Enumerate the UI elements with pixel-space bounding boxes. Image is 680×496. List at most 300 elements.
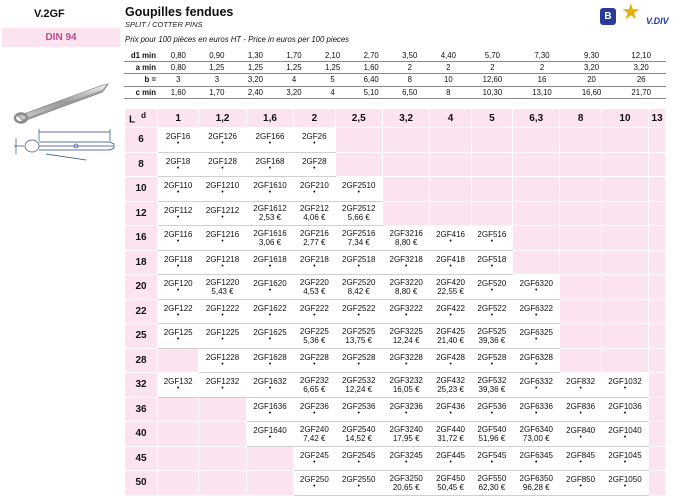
availability-dot: • [268, 434, 272, 442]
product-code: 2GF2528 [342, 352, 376, 362]
product-code: 2GF1216 [205, 230, 240, 240]
product-cell[interactable] [294, 152, 335, 177]
table-row [125, 177, 666, 202]
product-cell[interactable] [430, 471, 471, 496]
availability-dot: • [313, 483, 316, 491]
product-cell[interactable] [158, 275, 199, 300]
product-code: 2GF110 [163, 181, 193, 191]
table-row [125, 324, 666, 349]
product-cell[interactable] [335, 250, 382, 275]
diameter-column-header: 10 [601, 109, 648, 128]
product-code: 2GF6350 [519, 473, 553, 483]
product-cell[interactable] [513, 275, 560, 300]
product-cell[interactable] [382, 275, 429, 300]
product-cell[interactable] [199, 250, 246, 275]
product-code: 2GF1210 [205, 181, 240, 191]
product-code: 2GF112 [163, 205, 193, 215]
product-code: 2GF6340 [519, 424, 553, 434]
product-cell[interactable] [335, 177, 382, 202]
product-cell[interactable] [430, 348, 471, 373]
product-cell[interactable] [294, 275, 335, 300]
availability-dot: • [535, 360, 538, 368]
product-code: 2GF16 [165, 132, 191, 142]
empty-cell [158, 446, 199, 471]
product-code: 2GF126 [208, 132, 237, 142]
product-cell[interactable] [382, 324, 429, 349]
product-code: 2GF1220 [205, 277, 240, 287]
product-cell[interactable] [513, 471, 560, 496]
availability-dot: • [176, 238, 180, 246]
empty-cell [601, 152, 648, 177]
product-price: 39,36 € [478, 384, 506, 394]
product-cell[interactable] [199, 299, 246, 324]
product-cell[interactable] [335, 471, 382, 496]
product-price: 7,42 € [303, 433, 326, 443]
availability-dot: • [268, 409, 272, 417]
table-row [125, 250, 666, 275]
product-code: 2GF416 [436, 230, 465, 240]
product-cell[interactable] [158, 299, 199, 324]
product-cell[interactable] [294, 348, 335, 373]
product-code: 2GF6336 [519, 401, 553, 411]
product-price: 17,95 € [392, 433, 420, 443]
product-cell[interactable] [601, 373, 648, 398]
product-cell[interactable] [382, 250, 429, 275]
dimension-value: 7,30 [517, 50, 567, 62]
product-code: 2GF3218 [389, 254, 423, 264]
availability-dot: • [176, 311, 180, 319]
product-cell[interactable] [382, 446, 429, 471]
product-cell[interactable] [294, 397, 335, 422]
product-code: 2GF250 [299, 475, 329, 485]
table-row [125, 226, 666, 251]
product-code: 2GF6325 [519, 328, 553, 338]
empty-cell [649, 397, 666, 422]
availability-dot: • [449, 238, 452, 246]
empty-cell [649, 128, 666, 153]
product-cell[interactable] [246, 348, 293, 373]
product-cell[interactable] [294, 226, 335, 251]
table-row [125, 299, 666, 324]
product-cell[interactable] [560, 446, 601, 471]
product-code: 2GF2545 [342, 450, 376, 460]
product-cell[interactable] [246, 422, 293, 447]
dimension-value: 1,70 [198, 86, 237, 98]
product-cell[interactable] [335, 226, 382, 251]
availability-dot: • [623, 385, 627, 393]
product-code: 2GF2525 [342, 326, 376, 336]
product-cell[interactable] [158, 324, 199, 349]
product-cell[interactable] [199, 373, 246, 398]
product-price: 96,28 € [522, 482, 550, 492]
product-price: 7,34 € [347, 237, 370, 247]
product-code: 2GF1610 [253, 181, 287, 191]
product-cell[interactable] [246, 128, 293, 153]
availability-dot: • [268, 140, 272, 148]
product-price: 13,75 € [345, 335, 373, 345]
empty-cell [560, 275, 601, 300]
product-cell[interactable] [382, 373, 429, 398]
availability-dot: • [176, 287, 180, 295]
product-code: 2GF3245 [389, 450, 423, 460]
product-code: 2GF1225 [205, 328, 240, 338]
diameter-column-header: 2,5 [335, 109, 382, 128]
product-code: 2GF445 [436, 450, 465, 460]
empty-cell [513, 201, 560, 226]
product-cell[interactable] [335, 299, 382, 324]
product-code: 2GF118 [163, 254, 193, 264]
product-cell[interactable] [430, 422, 471, 447]
empty-cell [649, 177, 666, 202]
product-cell[interactable] [246, 250, 293, 275]
product-code: 2GF2516 [342, 228, 376, 238]
availability-dot: • [357, 360, 360, 368]
empty-cell [158, 471, 199, 496]
dimension-value: 6,50 [390, 86, 429, 98]
product-cell[interactable] [199, 152, 246, 177]
length-cell: 16 [125, 226, 158, 251]
product-code: 2GF832 [566, 377, 596, 387]
empty-cell [335, 152, 382, 177]
product-cell[interactable] [158, 201, 199, 226]
product-cell[interactable] [246, 397, 293, 422]
product-code: 2GF125 [163, 328, 193, 338]
product-cell[interactable] [335, 446, 382, 471]
product-cell[interactable] [601, 471, 648, 496]
product-cell[interactable] [246, 275, 293, 300]
product-cell[interactable] [294, 422, 335, 447]
availability-dot: • [221, 360, 224, 368]
availability-dot: • [357, 189, 360, 197]
product-cell[interactable] [246, 324, 293, 349]
empty-cell [649, 275, 666, 300]
product-cell[interactable] [335, 397, 382, 422]
product-code: 2GF2540 [342, 424, 376, 434]
product-code: 2GF2522 [342, 303, 376, 313]
product-cell[interactable] [158, 373, 199, 398]
product-code: 2GF2518 [342, 254, 376, 264]
dimension-value: 0,90 [198, 50, 237, 62]
product-cell[interactable] [471, 446, 512, 471]
empty-cell [560, 152, 601, 177]
product-price: 2,53 € [258, 213, 282, 223]
table-row [125, 201, 666, 226]
product-cell[interactable] [382, 471, 429, 496]
product-code: 2GF166 [255, 132, 285, 142]
product-cell[interactable] [335, 275, 382, 300]
empty-cell [649, 348, 666, 373]
dimension-value: 6,40 [352, 74, 391, 86]
product-cell[interactable] [471, 324, 512, 349]
dimension-value: 1,60 [159, 86, 198, 98]
product-cell[interactable] [513, 324, 560, 349]
product-cell[interactable] [430, 275, 471, 300]
product-code: 2GF6328 [519, 352, 553, 362]
empty-cell [471, 177, 512, 202]
product-code: 2GF428 [436, 352, 465, 362]
product-cell[interactable] [513, 373, 560, 398]
product-cell[interactable] [158, 226, 199, 251]
product-code: 2GF550 [477, 473, 507, 483]
availability-dot: • [268, 287, 272, 295]
product-cell[interactable] [246, 177, 293, 202]
empty-cell [382, 201, 429, 226]
product-cell[interactable] [199, 348, 246, 373]
dimension-value: 8 [429, 86, 468, 98]
product-code: 2GF3232 [389, 375, 423, 385]
product-cell[interactable] [294, 128, 335, 153]
product-cell[interactable] [601, 446, 648, 471]
empty-cell [601, 201, 648, 226]
availability-dot: • [313, 262, 316, 270]
product-cell[interactable] [199, 128, 246, 153]
product-cell[interactable] [560, 397, 601, 422]
product-cell[interactable] [430, 299, 471, 324]
product-code: 2GF236 [299, 401, 329, 411]
product-cell[interactable] [335, 201, 382, 226]
product-cell[interactable] [158, 177, 199, 202]
dimension-value: 1,70 [275, 50, 314, 62]
category-badge: B [600, 8, 616, 25]
product-cell[interactable] [199, 201, 246, 226]
availability-dot: • [357, 311, 360, 319]
empty-cell [199, 471, 246, 496]
product-cell[interactable] [471, 373, 512, 398]
product-code: 2GF850 [566, 475, 596, 485]
product-cell[interactable] [471, 299, 512, 324]
product-cell[interactable] [430, 226, 471, 251]
product-price: 5,36 € [303, 335, 326, 345]
empty-cell [649, 446, 666, 471]
empty-cell [158, 348, 199, 373]
product-cell[interactable] [471, 348, 512, 373]
price-note: Prix pour 100 pièces en euros HT - Price in euros per 100 pieces [125, 35, 350, 44]
diameter-column-header: 5 [471, 109, 512, 128]
dimension-value: 4 [313, 86, 352, 98]
availability-dot: • [221, 164, 224, 172]
product-code: 2GF18 [165, 156, 191, 166]
product-cell[interactable] [246, 373, 293, 398]
product-price: 2,77 € [303, 237, 326, 247]
product-code: 2GF232 [299, 375, 329, 385]
dimension-value: 21,70 [616, 86, 666, 98]
product-cell[interactable] [382, 422, 429, 447]
product-cell[interactable] [335, 373, 382, 398]
dimension-value: 2,10 [313, 50, 352, 62]
product-cell[interactable] [294, 201, 335, 226]
product-cell[interactable] [294, 250, 335, 275]
product-code: 2GF536 [477, 401, 507, 411]
diameter-column-header: 8 [560, 109, 601, 128]
dimension-label: a min [124, 62, 159, 74]
product-cell[interactable] [430, 446, 471, 471]
product-cell[interactable] [158, 128, 199, 153]
product-cell[interactable] [430, 324, 471, 349]
product-price: 6,65 € [303, 384, 326, 394]
dimension-row [124, 62, 666, 74]
product-cell[interactable] [471, 250, 512, 275]
product-cell[interactable] [246, 226, 293, 251]
dimension-value: 1,25 [313, 62, 352, 74]
product-cell[interactable] [560, 373, 601, 398]
product-code: 2GF228 [299, 352, 329, 362]
dimension-row [124, 74, 666, 86]
empty-cell [513, 128, 560, 153]
cotter-pin-photo [8, 72, 116, 132]
empty-cell [430, 177, 471, 202]
dimension-value: 0,80 [159, 62, 198, 74]
product-cell[interactable] [294, 446, 335, 471]
product-cell[interactable] [382, 348, 429, 373]
availability-dot: • [404, 262, 408, 270]
product-code: 2GF528 [477, 352, 507, 362]
dimension-value: 10 [429, 74, 468, 86]
product-code: 2GF545 [477, 450, 507, 460]
product-cell[interactable] [513, 422, 560, 447]
dimension-value: 20 [567, 74, 617, 86]
product-cell[interactable] [199, 177, 246, 202]
dimension-value: 0,80 [159, 50, 198, 62]
product-code: 2GF516 [477, 230, 507, 240]
page-subtitle: SPLIT / COTTER PINS [125, 20, 203, 29]
product-code: 2GF525 [477, 326, 507, 336]
product-cell[interactable] [294, 177, 335, 202]
table-row [125, 422, 666, 447]
dimension-value: 26 [616, 74, 666, 86]
product-code: 2GF240 [299, 424, 329, 434]
empty-cell [158, 397, 199, 422]
product-price: 14,52 € [345, 433, 373, 443]
availability-dot: • [268, 336, 272, 344]
availability-dot: • [221, 336, 224, 344]
table-row [125, 348, 666, 373]
product-code: 2GF225 [299, 326, 329, 336]
availability-dot: • [579, 434, 582, 442]
dimension-value: 1,25 [236, 62, 275, 74]
product-code: 2GF3240 [389, 424, 423, 434]
product-code: 2GF26 [302, 132, 327, 142]
product-cell[interactable] [199, 275, 246, 300]
product-code: 2GF3220 [389, 277, 423, 287]
product-cell[interactable] [335, 324, 382, 349]
product-cell[interactable] [513, 348, 560, 373]
availability-dot: • [623, 483, 627, 491]
product-cell[interactable] [158, 152, 199, 177]
product-cell[interactable] [430, 397, 471, 422]
product-code: 2GF836 [566, 401, 596, 411]
dimension-value: 1,25 [275, 62, 314, 74]
product-cell[interactable] [199, 226, 246, 251]
length-cell: 10 [125, 177, 158, 202]
dimension-value: 3 [159, 74, 198, 86]
availability-dot: • [535, 287, 538, 295]
product-cell[interactable] [430, 250, 471, 275]
availability-dot: • [404, 360, 408, 368]
product-cell[interactable] [294, 299, 335, 324]
product-cell[interactable] [382, 397, 429, 422]
product-cell[interactable] [560, 422, 601, 447]
availability-dot: • [490, 360, 494, 368]
product-cell[interactable] [199, 324, 246, 349]
diameter-column-header: 3,2 [382, 109, 429, 128]
product-cell[interactable] [513, 397, 560, 422]
product-cell[interactable] [294, 471, 335, 496]
product-cell[interactable] [335, 348, 382, 373]
product-cell[interactable] [560, 471, 601, 496]
product-code: 2GF2536 [342, 401, 376, 411]
product-code: 2GF2532 [342, 375, 376, 385]
availability-dot: • [313, 311, 316, 319]
availability-dot: • [268, 311, 272, 319]
empty-cell [471, 128, 512, 153]
product-code: 2GF522 [477, 303, 507, 313]
product-code: 2GF3225 [389, 326, 423, 336]
empty-cell [471, 152, 512, 177]
empty-cell [649, 471, 666, 496]
product-price: 22,55 € [437, 286, 464, 296]
empty-cell [601, 226, 648, 251]
product-cell[interactable] [158, 250, 199, 275]
product-cell[interactable] [471, 471, 512, 496]
product-cell[interactable] [471, 275, 512, 300]
product-cell[interactable] [601, 422, 648, 447]
dimension-value: 2,40 [236, 86, 275, 98]
product-cell[interactable] [335, 422, 382, 447]
product-cell[interactable] [430, 373, 471, 398]
availability-dot: • [313, 409, 316, 417]
dimension-value: 12,60 [468, 74, 518, 86]
dimension-value: 3,20 [275, 86, 314, 98]
availability-dot: • [268, 360, 272, 368]
product-cell[interactable] [246, 152, 293, 177]
product-cell[interactable] [471, 397, 512, 422]
availability-dot: • [404, 458, 408, 466]
product-cell[interactable] [601, 397, 648, 422]
availability-dot: • [404, 409, 408, 417]
product-cell[interactable] [246, 299, 293, 324]
product-cell[interactable] [513, 446, 560, 471]
product-price: 51,96 € [478, 433, 506, 443]
product-code: 2GF1232 [205, 377, 240, 387]
product-code: 2GF1628 [253, 352, 287, 362]
product-cell[interactable] [246, 201, 293, 226]
product-cell[interactable] [294, 324, 335, 349]
dimension-value: 4,40 [429, 50, 468, 62]
availability-dot: • [313, 458, 316, 466]
product-code: 2GF1632 [253, 377, 287, 387]
availability-dot: • [449, 458, 452, 466]
availability-dot: • [221, 262, 224, 270]
availability-dot: • [490, 287, 494, 295]
availability-dot: • [221, 385, 224, 393]
diameter-column-header: 13 [649, 109, 666, 128]
length-header: L [129, 114, 136, 126]
dimension-value: 2 [429, 62, 468, 74]
product-code: 2GF3236 [389, 401, 423, 411]
product-cell[interactable] [471, 422, 512, 447]
empty-cell [246, 446, 293, 471]
empty-cell [199, 422, 246, 447]
product-cell[interactable] [382, 226, 429, 251]
product-cell[interactable] [294, 373, 335, 398]
product-cell[interactable] [471, 226, 512, 251]
product-cell[interactable] [382, 299, 429, 324]
product-code: 2GF1222 [205, 303, 240, 313]
availability-dot: • [490, 409, 494, 417]
product-cell[interactable] [513, 299, 560, 324]
table-row [125, 471, 666, 496]
product-price: 8,42 € [347, 286, 370, 296]
